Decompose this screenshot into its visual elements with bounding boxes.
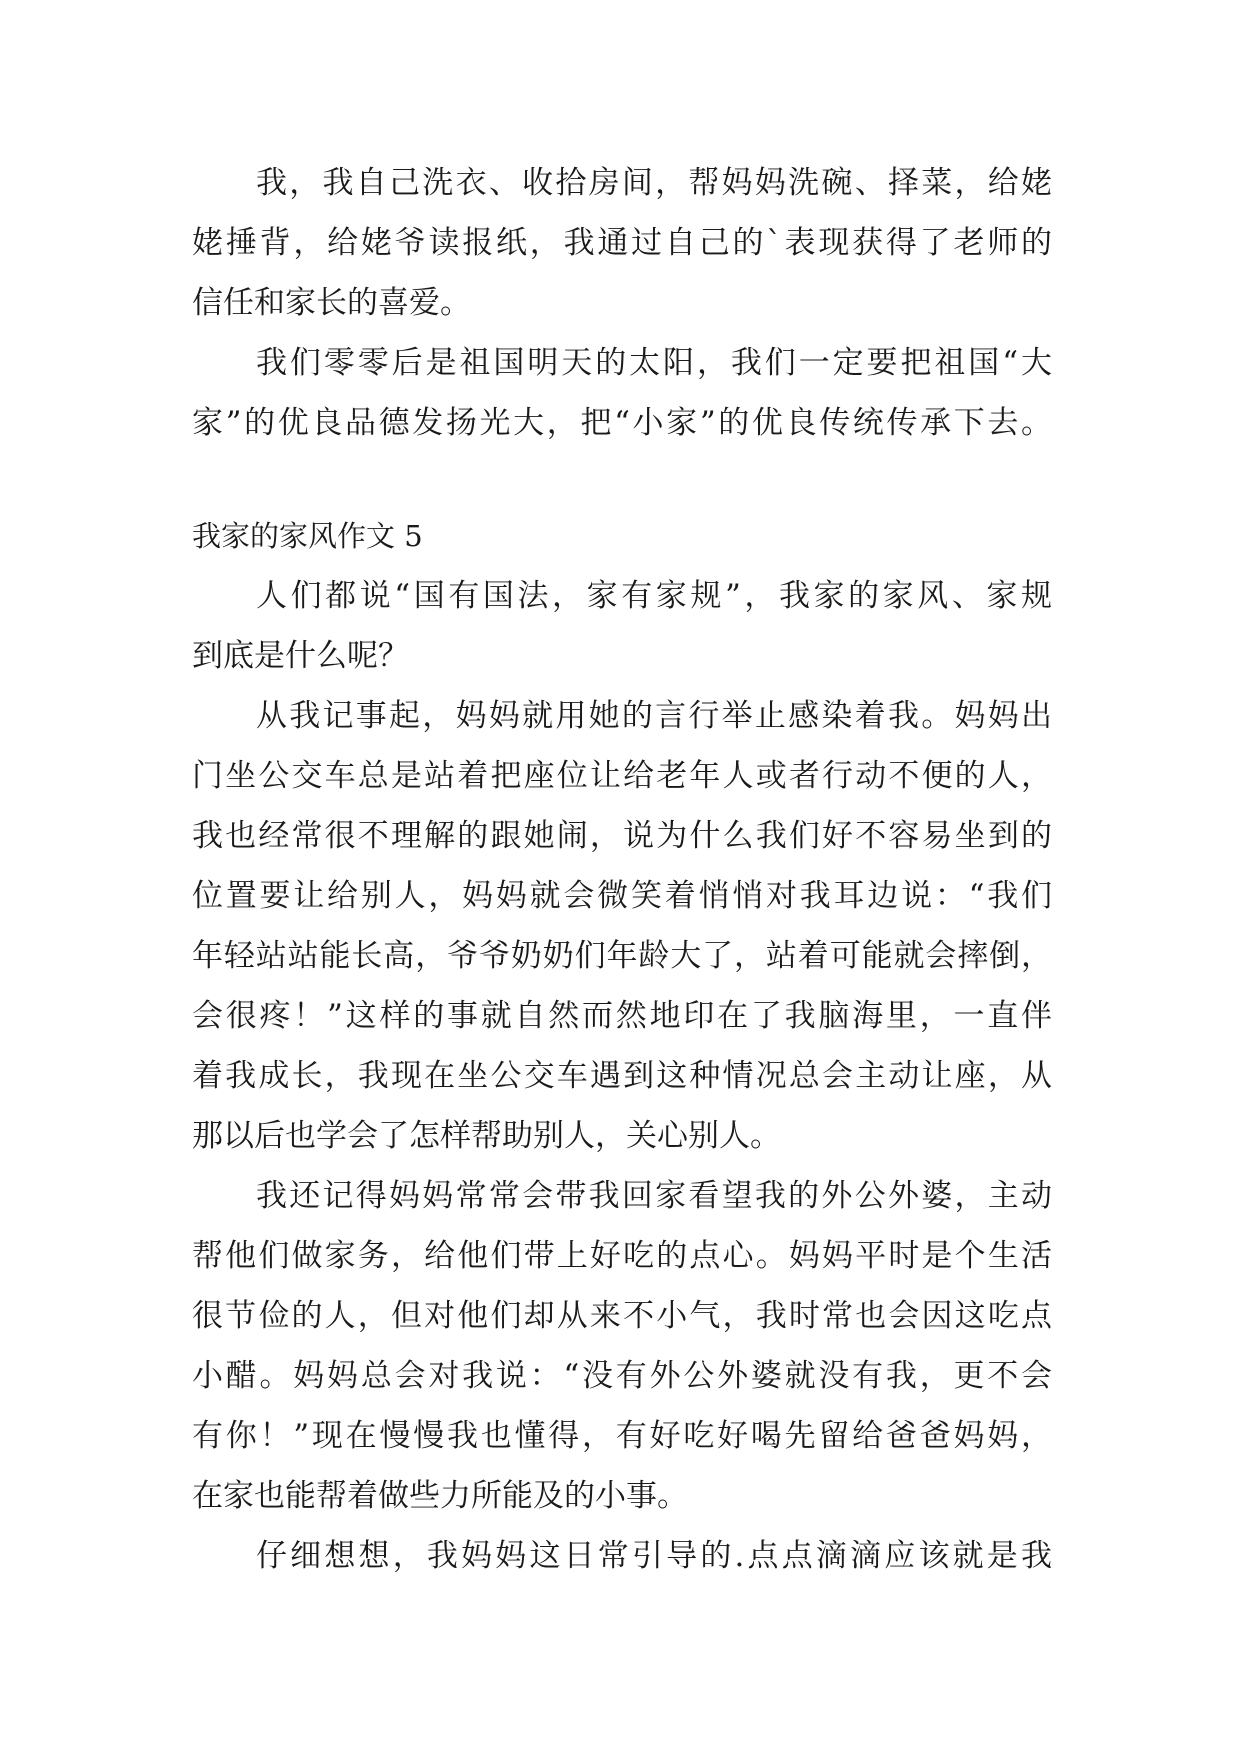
paragraph-line: 我也经常很不理解的跟她闹，说为什么我们好不容易坐到的	[192, 818, 1052, 854]
paragraph-line: 年轻站站能长高，爷爷奶奶们年龄大了，站着可能就会摔倒，	[192, 938, 1052, 974]
paragraph-line: 仔细想想，我妈妈这日常引导的.点点滴滴应该就是我	[256, 1538, 1052, 1574]
paragraph-line: 我们零零后是祖国明天的太阳，我们一定要把祖国“大	[256, 345, 1052, 381]
paragraph-line: 人们都说“国有国法，家有家规”，我家的家风、家规	[256, 578, 1052, 614]
paragraph-line: 帮他们做家务，给他们带上好吃的点心。妈妈平时是个生活	[192, 1238, 1052, 1274]
paragraph-line: 位置要让给别人，妈妈就会微笑着悄悄对我耳边说：“我们	[192, 878, 1052, 914]
paragraph-line: 在家也能帮着做些力所能及的小事。	[192, 1478, 688, 1514]
paragraph-line: 着我成长，我现在坐公交车遇到这种情况总会主动让座，从	[192, 1058, 1052, 1094]
paragraph-line: 有你！”现在慢慢我也懂得，有好吃好喝先留给爸爸妈妈，	[192, 1418, 1052, 1454]
paragraph-line: 很节俭的人，但对他们却从来不小气，我时常也会因这吃点	[192, 1298, 1052, 1334]
paragraph-line: 会很疼！”这样的事就自然而然地印在了我脑海里，一直伴	[192, 998, 1052, 1034]
section-title: 我家的家风作文 5	[192, 519, 423, 553]
paragraph-line: 我，我自己洗衣、收拾房间，帮妈妈洗碗、择菜，给姥	[256, 165, 1052, 201]
paragraph-line: 到底是什么呢？	[192, 638, 409, 674]
paragraph-line: 那以后也学会了怎样帮助别人，关心别人。	[192, 1118, 781, 1154]
paragraph-line: 我还记得妈妈常常会带我回家看望我的外公外婆，主动	[256, 1178, 1052, 1214]
paragraph-line: 姥捶背，给姥爷读报纸，我通过自己的`表现获得了老师的	[192, 225, 1052, 261]
paragraph-line: 家”的优良品德发扬光大，把“小家”的优良传统传承下去。	[192, 405, 1052, 441]
paragraph-line: 信任和家长的喜爱。	[192, 285, 471, 321]
paragraph-line: 从我记事起，妈妈就用她的言行举止感染着我。妈妈出	[256, 698, 1052, 734]
paragraph-line: 门坐公交车总是站着把座位让给老年人或者行动不便的人，	[192, 758, 1052, 794]
paragraph-line: 小醋。妈妈总会对我说：“没有外公外婆就没有我，更不会	[192, 1358, 1052, 1394]
